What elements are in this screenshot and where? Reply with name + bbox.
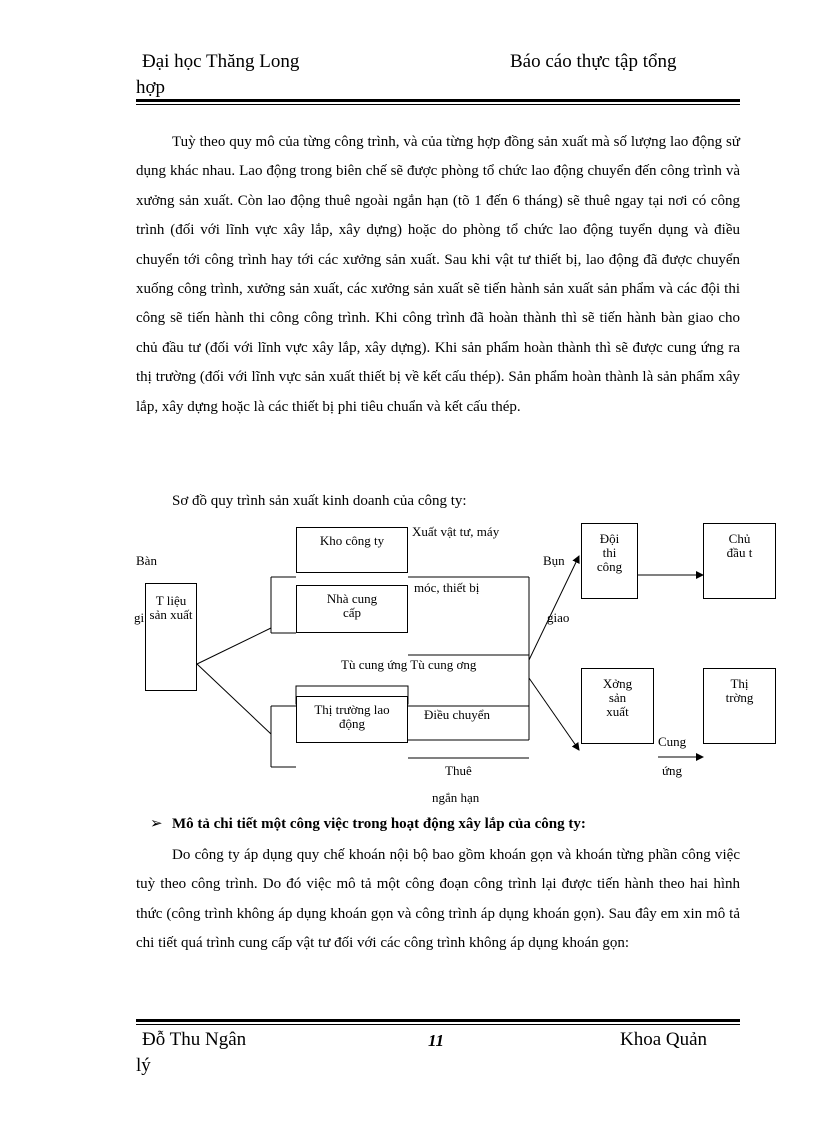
- label-ban: Bàn: [136, 553, 157, 568]
- label-tu-cung-ung: Tù cung ứng Tù cung ơng: [341, 657, 477, 672]
- footer-wrap: lý: [136, 1055, 151, 1076]
- box-kho-cong-ty: [296, 527, 408, 573]
- header-right: Báo cáo thực tập tổng: [510, 51, 677, 72]
- box-chu-dau-tu: [703, 523, 776, 599]
- box-doi-thi-cong: [581, 523, 638, 599]
- box-xuongsanxuat-label: Xởng sản xuất: [602, 676, 633, 719]
- body-paragraph-2: Do công ty áp dụng quy chế khoán nội bộ bao gồm khoán gọn và khoán từng phần công việc tuỳ theo công trình. Do đó việc mô tả một công đoạn công trình lại được tiến hành theo hai hình thức (công trình không áp dụng khoán gọn và công trình áp dụng khoán gọn). Sau đây em xin mô tả chi tiết quá trình cung cấp vật tư đối với các công trình không áp dụng khoán gọn:: [136, 847, 740, 952]
- label-ngan-han: ngắn hạn: [432, 790, 480, 805]
- label-bun: Bụn: [543, 553, 565, 568]
- box-thi-truong: [703, 668, 776, 744]
- section-heading-text: Mô tả chi tiết một công việc trong hoạt động xây lắp của công ty:: [172, 816, 586, 832]
- box-doithicong-label: Đội thi công: [596, 531, 623, 574]
- box-thi-truong-lao-dong: [296, 696, 408, 743]
- label-moc-thiet-bi: móc, thiết bị: [414, 580, 480, 595]
- label-giao: giao: [547, 610, 570, 625]
- label-gi: gi: [134, 610, 145, 625]
- box-kho-label: Kho công ty: [319, 533, 385, 548]
- label-thue: Thuê: [445, 763, 472, 778]
- label-dieu-chuyen: Điều chuyển: [424, 707, 491, 722]
- arrow-bullet-icon: ➢: [150, 816, 163, 832]
- diagram-caption: Sơ đồ quy trình sản xuất kinh doanh của công ty:: [172, 493, 467, 509]
- label-ung: ứng: [662, 763, 683, 778]
- box-chudautu-label: Chủ đầu t: [726, 531, 753, 560]
- box-thitruong-label: Thị trờng: [725, 676, 754, 705]
- header-wrap: hợp: [136, 77, 166, 98]
- page-number: 11: [428, 1031, 445, 1050]
- body-paragraph-1: Tuỳ theo quy mô của từng công trình, và của từng hợp đồng sản xuất mà số lượng lao động sử dụng khác nhau. Lao động trong biên chế sẽ được phòng tổ chức lao động chuyển đến công trình và xưởng sản xuất. Còn lao động thuê ngoài ngắn hạn (tõ 1 đến 6 tháng) sẽ thuê ngay tại nơi có công trình (đối với lĩnh vực xây lắp, xây dựng) hoặc do phòng tổ chức lao động tuyển dụng và điều chuyển tới công trình hay tới các xưởng sản xuất. Sau khi vật tư thiết bị, lao động đã được chuyển xuống công trình, xưởng sản xuất, các xưởng sản xuất sẽ tiến hành sản xuất sản phẩm và các đội thi công sẽ tiến hành thi công công trình. Khi công trình đã hoàn thành thì sẽ tiến hành bàn giao cho chủ đầu tư (đối với lĩnh vực xây lắp, xây dựng). Khi sản phẩm hoàn thành thì sẽ được cung ứng ra thị trường (đối với lĩnh vực sản xuất thiết bị về kết cấu thép). Sản phẩm hoàn thành là sản phẩm xây lắp, xây dựng hoặc là các thiết bị phi tiêu chuẩn và kết cấu thép.: [136, 134, 740, 415]
- box-xuong-san-xuat: [581, 668, 654, 744]
- label-cung: Cung: [658, 734, 687, 749]
- header-left: Đại học Thăng Long: [142, 51, 300, 72]
- box-tlieu-label: T liệu sản xuất: [149, 593, 193, 622]
- footer-rule-thin: [136, 1024, 740, 1025]
- footer-rule-thick: [136, 1019, 740, 1022]
- box-nhacungcap-label: Nhà cung cấp: [326, 591, 378, 620]
- section-heading: [150, 814, 586, 834]
- footer-right: Khoa Quản: [620, 1029, 708, 1050]
- label-xuat-vat-tu: Xuất vật tư, máy: [412, 524, 500, 539]
- box-tlieu-san-xuat: [145, 583, 197, 691]
- box-nha-cung-cap: [296, 585, 408, 633]
- footer-left: Đỗ Thu Ngân: [142, 1029, 247, 1050]
- box-thitruongld-label: Thị trường lao động: [314, 702, 390, 731]
